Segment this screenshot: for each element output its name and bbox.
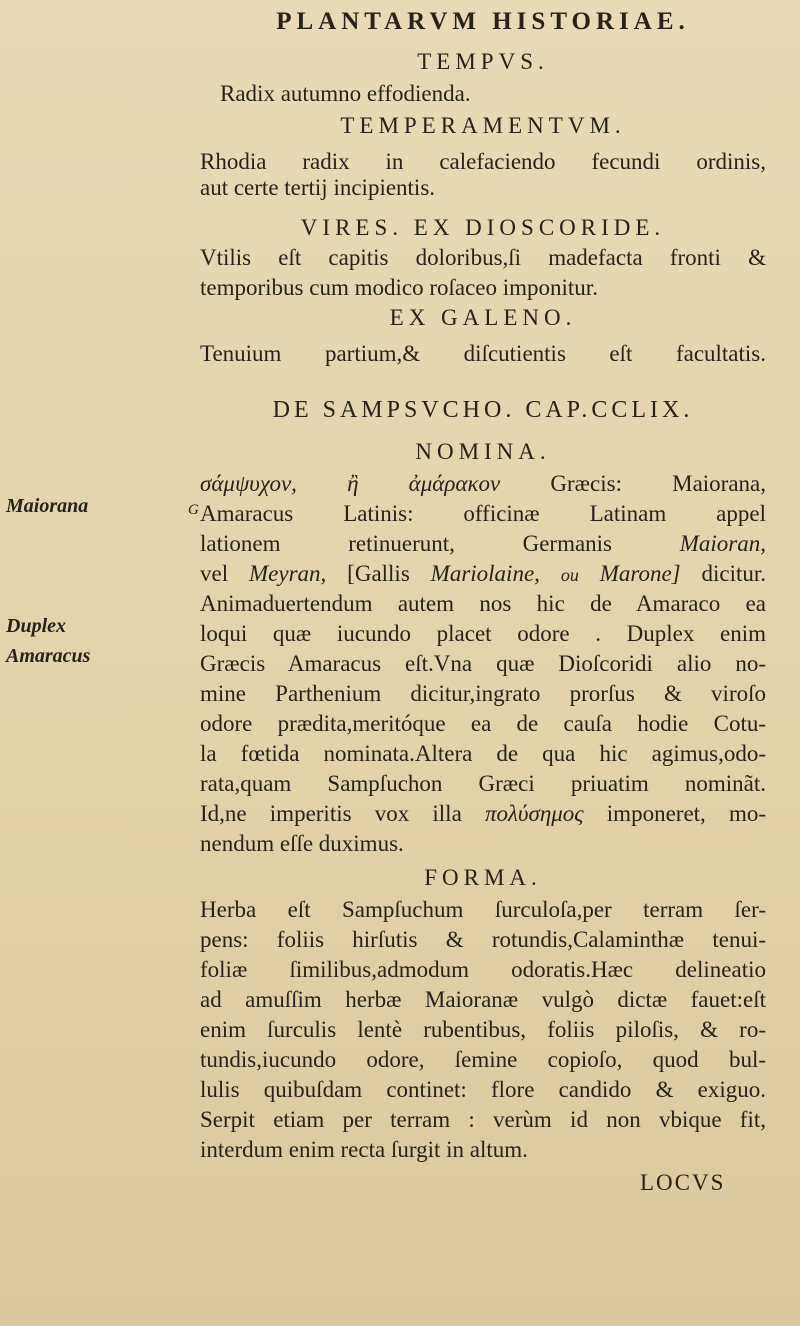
marginal-note-maiorana: Maiorana (6, 495, 89, 517)
temperamentum-line-2: aut certe tertij incipientis. (200, 175, 436, 200)
nomina-body-line-5: odore prædita,meritóque ea de cauſa hodie Cotu- (200, 711, 766, 736)
section-heading-temperamentum: TEMPERAMENTVM. (340, 113, 626, 138)
nomina-line-2: Amaracus Latinis: officinæ Latinam appel (200, 501, 766, 526)
marginal-note-amaracus: Amaracus (6, 645, 91, 667)
greek-names-gloss: Græcis: Maiorana, (550, 471, 767, 496)
nomina-line-3-text: lationem retinuerunt, Germanis (200, 531, 613, 556)
nomina-line-4-mid: [Gallis (347, 561, 410, 586)
forma-line-4: ad amuſſim herbæ Maioranæ vulgò dictæ fauet:eſt (200, 987, 766, 1012)
nomina-body-line-6: la fœtida nominata.Altera de qua hic agimus,odo- (200, 741, 766, 766)
nomina-line-3 (200, 530, 766, 558)
nomina-heading: NOMINA. (415, 439, 551, 464)
note-reference-letter: G (188, 502, 199, 518)
nomina-body-line-3: Græcis Amaracus eſt.Vna quæ Dioſcoridi alio no- (200, 651, 766, 676)
nomina-body-line-4: mine Parthenium dicitur,ingrato prorſus & viroſo (200, 681, 766, 706)
nomina-body-line-9: nendum eſſe duximus. (200, 831, 404, 856)
greek-names: σάμψυχον, ἢ ἀμάρακον (200, 471, 501, 496)
vires-line-1: Vtilis eſt capitis doloribus,ſi madefacta fronti & (200, 245, 766, 270)
forma-line-2: pens: foliis hirſutis & rotundis,Calaminthæ tenui- (200, 927, 766, 952)
greek-word: πολύσημος (484, 801, 584, 826)
section-heading-tempus: TEMPVS. (417, 49, 549, 74)
forma-line-8: Serpit etiam per terram : verùm id non vbique fit, (200, 1107, 766, 1132)
nomina-body-line-1: Animaduertendum autem nos hic de Amaraco ea (200, 591, 766, 616)
nomina-body-line-8 (200, 800, 766, 828)
forma-line-6: tundis,iucundo odore, ſemine copioſo, quod bul- (200, 1047, 766, 1072)
vires-line-2: temporibus cum modico roſaceo imponitur. (200, 275, 598, 300)
german-name: Maioran, (679, 531, 766, 556)
french-name-1: Mariolaine, (430, 561, 540, 586)
forma-line-3: foliæ ſimilibus,admodum odoratis.Hæc delineatio (200, 957, 766, 982)
marginal-note-duplex: Duplex (6, 615, 66, 637)
nomina-line-4-end: dicitur. (701, 561, 767, 586)
section-heading-galeno: EX GALENO. (389, 305, 577, 330)
french-name-2: Marone] (599, 561, 681, 586)
running-head: PLANTARVM HISTORIAE. (276, 8, 690, 35)
temperamentum-line-1: Rhodia radix in calefaciendo fecundi ordinis, (200, 149, 766, 174)
catchword: LOCVS (640, 1170, 726, 1195)
tempus-line-1: Radix autumno effodienda. (220, 81, 471, 106)
nomina-line-8-pre: Id,ne imperitis vox illa (200, 801, 462, 826)
nomina-body-line-2: loqui quæ iucundo placet odore . Duplex enim (200, 621, 766, 646)
nomina-line-4 (200, 560, 766, 589)
nomina-body-line-7: rata,quam Sampſuchon Græci priuatim nominãt. (200, 771, 766, 796)
section-heading-vires: VIRES. EX DIOSCORIDE. (300, 215, 666, 240)
forma-heading: FORMA. (424, 865, 542, 890)
forma-line-1: Herba eſt Sampſuchum ſurculoſa,per terram ſer- (200, 897, 766, 922)
forma-line-7: lulis quibuſdam continet: flore candido & exiguo. (200, 1077, 766, 1102)
nomina-greek-line (200, 470, 766, 498)
french-ou: ou (560, 565, 579, 585)
galeno-line-1: Tenuium partium,& diſcutientis eſt facultatis. (200, 341, 766, 366)
nomina-line-4-pre: vel (200, 561, 229, 586)
german-name-2: Meyran, (249, 561, 327, 586)
forma-line-9: interdum enim recta ſurgit in altum. (200, 1137, 528, 1162)
nomina-line-8-post: imponeret, mo- (606, 801, 767, 826)
forma-line-5: enim ſurculis lentè rubentibus, foliis piloſis, & ro- (200, 1017, 766, 1042)
chapter-title: DE SAMPSVCHO. CAP.CCLIX. (272, 397, 694, 423)
